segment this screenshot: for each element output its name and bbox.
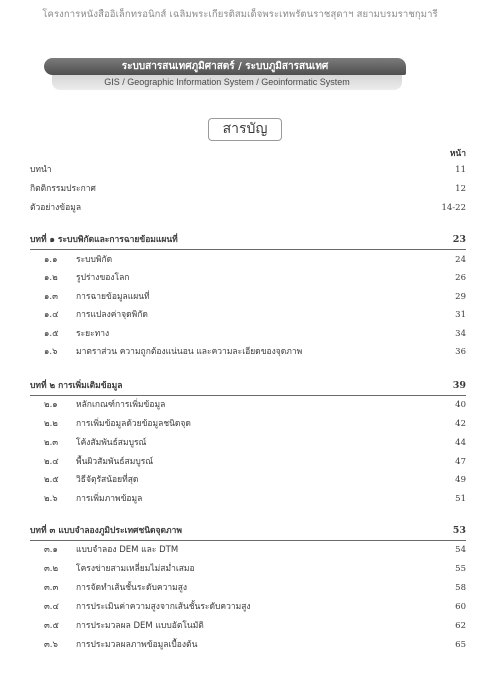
toc-section-page: 60 bbox=[455, 602, 466, 612]
toc-section-page: 34 bbox=[455, 329, 466, 339]
toc-section[interactable] bbox=[0, 492, 480, 506]
toc-section-page: 26 bbox=[455, 273, 466, 283]
toc-section-label: การประมวลผล DEM แบบอัตโนมัติ bbox=[76, 621, 204, 631]
toc-chapter-title: บทที่ ๒ การเพิ่มเติมข้อมูล bbox=[30, 381, 123, 391]
toc-section[interactable] bbox=[0, 327, 480, 341]
toc-section-page: 51 bbox=[455, 494, 466, 504]
toc-chapter-page: 23 bbox=[452, 234, 466, 245]
chapter-divider bbox=[30, 249, 466, 250]
toc-section-page: 55 bbox=[455, 564, 466, 574]
toc-section-number: ๑.๑ bbox=[44, 255, 58, 265]
toc-entry-label: ตัวอย่างข้อมูล bbox=[30, 203, 82, 213]
toc-section-number: ๓.๕ bbox=[44, 621, 59, 631]
toc-entry[interactable] bbox=[0, 201, 480, 215]
toc-entry-label: กิตติกรรมประกาศ bbox=[30, 184, 96, 194]
toc-section-label: ระยะทาง bbox=[76, 329, 110, 339]
toc-section-page: 47 bbox=[455, 457, 466, 467]
toc-section[interactable] bbox=[0, 271, 480, 285]
toc-section-label: การเพิ่มข้อมูลด้วยข้อมูลชนิดจุด bbox=[76, 419, 191, 429]
toc-section-page: 24 bbox=[455, 255, 466, 265]
toc-section-label: การประมวลผลภาพข้อมูลเบื้องต้น bbox=[76, 640, 198, 650]
toc-section[interactable] bbox=[0, 436, 480, 450]
toc-entry[interactable] bbox=[0, 163, 480, 177]
chapter-divider bbox=[30, 540, 466, 541]
banner-thai-title: ระบบสารสนเทศภูมิศาสตร์ / ระบบภูมิสารสนเทศ bbox=[44, 58, 406, 75]
toc-section-number: ๑.๕ bbox=[44, 329, 59, 339]
toc-section-label: โค้งสัมพันธ์สมบูรณ์ bbox=[76, 438, 147, 448]
toc-entry-label: บทนำ bbox=[30, 165, 52, 175]
toc-section-page: 42 bbox=[455, 419, 466, 429]
toc-section-number: ๒.๒ bbox=[44, 419, 58, 429]
toc-section-page: 36 bbox=[455, 347, 466, 357]
toc-chapter-title: บทที่ ๓ แบบจำลองภูมิประเทศชนิดจุดภาพ bbox=[30, 526, 183, 536]
toc-section-number: ๓.๖ bbox=[44, 640, 58, 650]
toc-entry[interactable] bbox=[0, 182, 480, 196]
toc-chapter[interactable] bbox=[0, 524, 480, 538]
toc-entry-page: 12 bbox=[455, 184, 466, 194]
toc-section-label: หลักเกณฑ์การเพิ่มข้อมูล bbox=[76, 400, 166, 410]
toc-section-page: 49 bbox=[455, 475, 466, 485]
toc-section[interactable] bbox=[0, 398, 480, 412]
toc-section-number: ๒.๖ bbox=[44, 494, 58, 504]
toc-section-number: ๒.๑ bbox=[44, 400, 58, 410]
toc-section-label: มาตราส่วน ความถูกต้องแน่นอน และความละเอียดของจุดภาพ bbox=[76, 347, 303, 357]
toc-section[interactable] bbox=[0, 345, 480, 359]
toc-section-number: ๓.๔ bbox=[44, 602, 59, 612]
toc-section-number: ๒.๓ bbox=[44, 438, 59, 448]
toc-section-label: แบบจำลอง DEM และ DTM bbox=[76, 545, 179, 555]
toc-section-number: ๓.๒ bbox=[44, 564, 59, 574]
toc-section[interactable] bbox=[0, 308, 480, 322]
toc-title: สารบัญ bbox=[208, 118, 282, 141]
toc-section-page: 62 bbox=[455, 621, 466, 631]
page-column-header: หน้า bbox=[449, 149, 466, 159]
toc-chapter-page: 39 bbox=[452, 380, 466, 391]
toc-chapter[interactable] bbox=[0, 379, 480, 393]
toc-section-page: 44 bbox=[455, 438, 466, 448]
toc-section[interactable] bbox=[0, 290, 480, 304]
toc-section[interactable] bbox=[0, 600, 480, 614]
toc-section-label: การแปลงค่าจุดพิกัด bbox=[76, 310, 148, 320]
toc-section-page: 40 bbox=[455, 400, 466, 410]
toc-chapter-page: 53 bbox=[452, 525, 466, 536]
toc-section-label: โครงข่ายสามเหลี่ยมไม่สม่ำเสมอ bbox=[76, 564, 195, 574]
toc-section-number: ๓.๑ bbox=[44, 545, 58, 555]
toc-section-label: การประเมินค่าความสูงจากเส้นชั้นระดับความสูง bbox=[76, 602, 251, 612]
toc-chapter-title: บทที่ ๑ ระบบพิกัดและการฉายข้อมแผนที่ bbox=[30, 235, 178, 245]
toc-section[interactable] bbox=[0, 455, 480, 469]
toc-section-number: ๒.๕ bbox=[44, 475, 59, 485]
toc-section-page: 58 bbox=[455, 583, 466, 593]
toc-section[interactable] bbox=[0, 619, 480, 633]
toc-section-number: ๑.๒ bbox=[44, 273, 58, 283]
toc-section-label: การเพิ่มภาพข้อมูล bbox=[76, 494, 143, 504]
toc-section[interactable] bbox=[0, 638, 480, 652]
toc-section-label: วิธีจัตุรัสน้อยที่สุด bbox=[76, 475, 139, 485]
toc-section-page: 29 bbox=[455, 292, 466, 302]
toc-section-label: การจัดทำเส้นชั้นระดับความสูง bbox=[76, 583, 188, 593]
toc-section-page: 65 bbox=[455, 640, 466, 650]
toc-section[interactable] bbox=[0, 417, 480, 431]
toc-section-number: ๑.๔ bbox=[44, 310, 59, 320]
toc-section-number: ๑.๖ bbox=[44, 347, 58, 357]
toc-entry-page: 14-22 bbox=[441, 203, 466, 213]
toc-section-page: 54 bbox=[455, 545, 466, 555]
toc-chapter[interactable] bbox=[0, 233, 480, 247]
toc-section[interactable] bbox=[0, 473, 480, 487]
toc-section[interactable] bbox=[0, 581, 480, 595]
toc-section[interactable] bbox=[0, 543, 480, 557]
toc-section[interactable] bbox=[0, 562, 480, 576]
toc-section-page: 31 bbox=[455, 310, 466, 320]
toc-section-number: ๑.๓ bbox=[44, 292, 58, 302]
toc-section-label: การฉายข้อมูลแผนที่ bbox=[76, 292, 150, 302]
toc-section-number: ๓.๓ bbox=[44, 583, 59, 593]
title-banner bbox=[44, 58, 406, 104]
chapter-divider bbox=[30, 395, 466, 396]
toc-section-label: รูปร่างของโลก bbox=[76, 273, 130, 283]
project-header: โครงการหนังสืออิเล็กทรอนิกส์ เฉลิมพระเกียรติสมเด็จพระเทพรัตนราชสุดาฯ สยามบรมราชกุมารี bbox=[42, 9, 438, 20]
toc-section[interactable] bbox=[0, 253, 480, 267]
toc-entry-page: 11 bbox=[455, 165, 466, 175]
banner-english-title: GIS / Geographic Information System / Geoinformatic System bbox=[52, 75, 402, 90]
toc-section-label: ระบบพิกัด bbox=[76, 255, 113, 265]
toc-section-label: พื้นผิวสัมพันธ์สมบูรณ์ bbox=[76, 457, 154, 467]
toc-section-number: ๒.๔ bbox=[44, 457, 59, 467]
